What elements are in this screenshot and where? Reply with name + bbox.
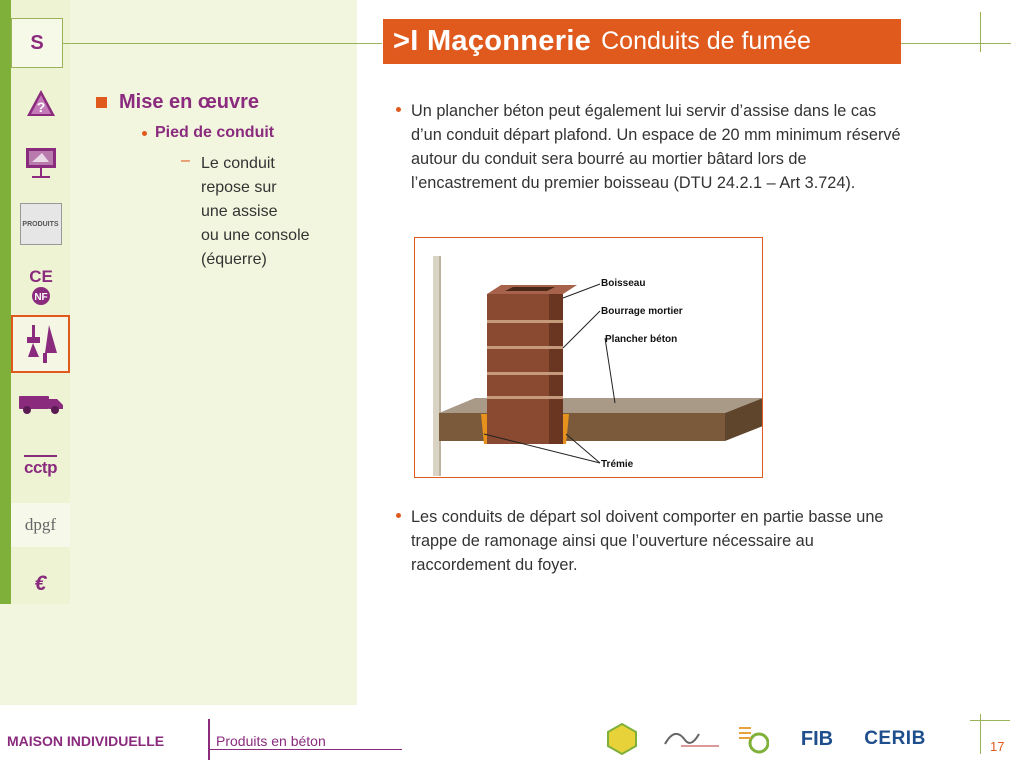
svg-text:NF: NF — [33, 292, 48, 303]
paragraph-2-text: Les conduits de départ sol doivent comporter en partie basse une trappe de ramonage ainsi que l’ouverture nécessaire au raccordement du foyer. — [411, 508, 884, 574]
ecole-francaise-beton-logo — [606, 722, 638, 756]
header-rule-left — [62, 43, 382, 44]
label-plancher: Plancher béton — [605, 334, 678, 345]
svg-text:?: ? — [36, 99, 45, 115]
slide-title: >I Maçonnerie — [393, 25, 592, 57]
footer-tick-rule — [970, 720, 1010, 721]
bullet-level3-line: (équerre) — [201, 251, 267, 268]
bullet-level3-line: Le conduit — [201, 155, 275, 172]
sidebar-accent-stripe — [0, 0, 11, 604]
header-tick — [980, 12, 981, 52]
sidebar-item-summary[interactable] — [11, 18, 63, 68]
ce-nf-icon — [26, 264, 56, 306]
dot-bullet-icon — [396, 107, 401, 112]
sidebar-item-tools[interactable] — [11, 315, 70, 373]
cerpet-logo — [660, 722, 722, 756]
dot-bullet-icon — [396, 513, 401, 518]
bullet-level2-text: Pied de conduit — [155, 124, 275, 141]
footer-title: MAISON INDIVIDUELLE — [7, 733, 165, 749]
sidebar-item-transport[interactable] — [11, 388, 70, 420]
page-number: 17 — [990, 739, 1005, 754]
euro-icon: € — [34, 572, 47, 595]
bullet-level1-text: Mise en œuvre — [119, 91, 260, 113]
dot-bullet-icon — [142, 131, 147, 136]
cctp-icon: cctp — [24, 455, 57, 478]
label-tremie: Trémie — [601, 459, 634, 470]
dash-bullet: – — [181, 152, 190, 169]
products-icon: PRODUITS — [20, 203, 62, 245]
paragraph-2 — [396, 505, 916, 577]
paragraph-1-text: Un plancher béton peut également lui servir d’assise dans le cas d’un conduit départ plafond. Un espace de 20 mm minimum réservé autour du conduit sera bourré au mortier bâtard lors de l’encastrement du premier boisseau (DTU 24.2.1 – Art 3.724). — [411, 102, 901, 192]
summary-s-icon: S — [30, 31, 44, 54]
slide-subtitle: Conduits de fumée — [601, 27, 811, 55]
square-bullet-icon — [96, 97, 107, 108]
dpgf-icon: dpgf — [24, 515, 57, 534]
chimney-diagram-svg — [415, 238, 762, 477]
sidebar-item-presentation[interactable] — [11, 140, 70, 184]
bullet-level3-line: ou une console — [201, 227, 310, 244]
footer-rule — [209, 749, 402, 750]
footer-subtitle: Produits en béton — [216, 733, 326, 749]
sidebar-item-produits[interactable] — [11, 200, 70, 248]
label-bourrage: Bourrage mortier — [601, 306, 683, 317]
fib-logo: FIB — [800, 727, 834, 750]
help-question-icon — [26, 89, 56, 117]
sidebar-item-certification[interactable] — [11, 262, 70, 308]
sidebar-item-cctp[interactable] — [11, 448, 70, 484]
sidebar-item-dpgf[interactable] — [11, 503, 70, 547]
slide-title-banner — [383, 19, 901, 64]
bullet-level3-line: repose sur — [201, 179, 277, 196]
sidebar-item-help[interactable] — [11, 85, 70, 121]
bullet-level3-text — [201, 152, 361, 272]
cerib-logo: CERIB — [864, 728, 926, 749]
masonry-tools-icon — [23, 323, 59, 365]
bullet-level3-line: une assise — [201, 203, 278, 220]
certification-logo — [736, 722, 770, 756]
presentation-board-icon — [24, 144, 58, 180]
header-rule-right — [901, 43, 1011, 44]
truck-icon — [18, 393, 64, 415]
svg-text:CE: CE — [28, 267, 53, 286]
sidebar-item-cost[interactable] — [11, 566, 70, 602]
paragraph-1 — [396, 99, 916, 195]
chimney-diagram — [414, 237, 763, 478]
bullet-level1 — [96, 91, 259, 114]
footer-divider — [208, 719, 210, 760]
label-boisseau: Boisseau — [601, 278, 646, 289]
bullet-level2 — [142, 124, 274, 142]
